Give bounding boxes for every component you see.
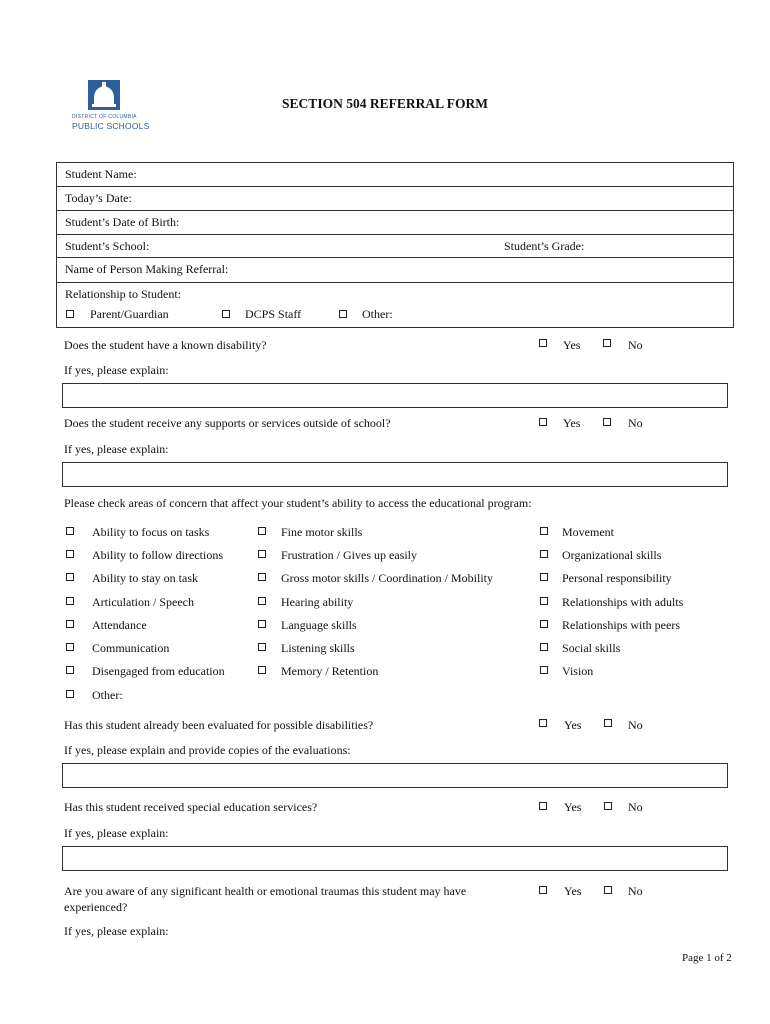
concern-label: Personal responsibility (562, 571, 672, 585)
trauma-question-line1: Are you aware of any significant health or emotional traumas this student may have (64, 884, 467, 898)
form-title: SECTION 504 REFERRAL FORM (282, 96, 488, 111)
concern-label: Relationships with peers (562, 618, 680, 632)
concern-checkbox[interactable] (540, 620, 548, 628)
concern-checkbox[interactable] (540, 573, 548, 581)
evaluated-explain-field[interactable] (62, 763, 728, 788)
parent-guardian-checkbox[interactable] (66, 310, 74, 318)
parent-guardian-label: Parent/Guardian (90, 307, 169, 321)
student-info-box (56, 162, 734, 328)
concern-checkbox[interactable] (258, 550, 266, 558)
disability-explain-field[interactable] (62, 383, 728, 408)
concern-label: Hearing ability (281, 595, 354, 609)
student-name-row[interactable] (57, 163, 733, 187)
disability-no-label: No (628, 338, 643, 352)
relationship-label: Relationship to Student: (65, 287, 181, 301)
supports-yes-label: Yes (563, 416, 581, 430)
trauma-explain-label: If yes, please explain: (64, 924, 169, 938)
sped-yes-checkbox[interactable] (539, 802, 547, 810)
evaluated-no-label: No (628, 718, 643, 732)
concern-label: Frustration / Gives up easily (281, 548, 417, 562)
concern-checkbox[interactable] (66, 573, 74, 581)
supports-yes-checkbox[interactable] (539, 418, 547, 426)
evaluated-no-checkbox[interactable] (604, 719, 612, 727)
concern-label: Fine motor skills (281, 525, 363, 539)
disability-yes-label: Yes (563, 338, 581, 352)
trauma-no-label: No (628, 884, 643, 898)
concern-checkbox[interactable] (258, 573, 266, 581)
concern-label: Ability to stay on task (92, 571, 198, 585)
concern-label: Relationships with adults (562, 595, 684, 609)
concern-checkbox[interactable] (258, 597, 266, 605)
concern-label: Listening skills (281, 641, 355, 655)
concern-checkbox[interactable] (66, 666, 74, 674)
evaluated-explain-label: If yes, please explain and provide copies of the evaluations: (64, 743, 351, 757)
sped-explain-label: If yes, please explain: (64, 826, 169, 840)
evaluated-yes-label: Yes (564, 718, 582, 732)
sped-no-label: No (628, 800, 643, 814)
concern-checkbox[interactable] (540, 666, 548, 674)
concern-checkbox[interactable] (540, 643, 548, 651)
concern-label: Gross motor skills / Coordination / Mobility (281, 571, 494, 585)
concern-label: Memory / Retention (281, 664, 379, 678)
sped-explain-field[interactable] (62, 846, 728, 871)
supports-explain-label: If yes, please explain: (64, 442, 169, 456)
concern-label: Communication (92, 641, 170, 655)
page-number: Page 1 of 2 (682, 952, 732, 964)
other-relationship-label: Other: (362, 307, 393, 321)
concern-checkbox[interactable] (66, 597, 74, 605)
supports-question: Does the student receive any supports or services outside of school? (64, 416, 391, 430)
supports-no-label: No (628, 416, 643, 430)
trauma-yes-label: Yes (564, 884, 582, 898)
concern-label: Vision (562, 664, 594, 678)
evaluated-question: Has this student already been evaluated for possible disabilities? (64, 718, 374, 732)
logo-line1: DISTRICT OF COLUMBIA (72, 114, 137, 120)
concern-label: Attendance (92, 618, 147, 632)
concern-checkbox[interactable] (540, 597, 548, 605)
dcps-staff-label: DCPS Staff (245, 307, 302, 321)
concern-label: Disengaged from education (92, 664, 225, 678)
concern-checkbox[interactable] (66, 527, 74, 535)
concern-checkbox[interactable] (258, 527, 266, 535)
concern-checkbox[interactable] (258, 643, 266, 651)
logo-line2: PUBLIC SCHOOLS (72, 121, 150, 131)
dob-label: Student’s Date of Birth: (65, 215, 180, 229)
concern-checkbox[interactable] (540, 550, 548, 558)
trauma-question-line2: experienced? (64, 900, 128, 914)
concern-checkbox[interactable] (66, 643, 74, 651)
referrer-label: Name of Person Making Referral: (65, 262, 229, 276)
disability-no-checkbox[interactable] (603, 339, 611, 347)
grade-label: Student’s Grade: (504, 239, 585, 253)
concern-other-label: Other: (92, 688, 123, 702)
evaluated-yes-checkbox[interactable] (539, 719, 547, 727)
concern-checkbox[interactable] (258, 666, 266, 674)
trauma-yes-checkbox[interactable] (539, 886, 547, 894)
concern-label: Social skills (562, 641, 621, 655)
supports-no-checkbox[interactable] (603, 418, 611, 426)
concern-label: Ability to follow directions (92, 548, 223, 562)
sped-yes-label: Yes (564, 800, 582, 814)
concern-label: Movement (562, 525, 614, 539)
concern-label: Ability to focus on tasks (92, 525, 210, 539)
supports-explain-field[interactable] (62, 462, 728, 487)
school-row[interactable] (57, 235, 733, 258)
concern-label: Organizational skills (562, 548, 662, 562)
disability-yes-checkbox[interactable] (539, 339, 547, 347)
school-label: Student’s School: (65, 239, 150, 253)
dcps-staff-checkbox[interactable] (222, 310, 230, 318)
concern-checkbox[interactable] (66, 620, 74, 628)
sped-no-checkbox[interactable] (604, 802, 612, 810)
todays-date-label: Today’s Date: (65, 191, 132, 205)
sped-question: Has this student received special education services? (64, 800, 318, 814)
concern-checkbox[interactable] (540, 527, 548, 535)
concern-checkbox[interactable] (258, 620, 266, 628)
disability-explain-label: If yes, please explain: (64, 363, 169, 377)
todays-date-row[interactable] (57, 187, 733, 211)
student-name-label: Student Name: (65, 167, 137, 181)
concerns-question: Please check areas of concern that affect your student’s ability to access the educational program: (64, 496, 532, 510)
concern-other-checkbox[interactable] (66, 690, 74, 698)
concern-label: Language skills (281, 618, 357, 632)
dob-row[interactable] (57, 211, 733, 235)
concern-checkbox[interactable] (66, 550, 74, 558)
trauma-no-checkbox[interactable] (604, 886, 612, 894)
concern-label: Articulation / Speech (92, 595, 194, 609)
disability-question: Does the student have a known disability? (64, 338, 267, 352)
referrer-row[interactable] (57, 258, 733, 283)
other-relationship-checkbox[interactable] (339, 310, 347, 318)
